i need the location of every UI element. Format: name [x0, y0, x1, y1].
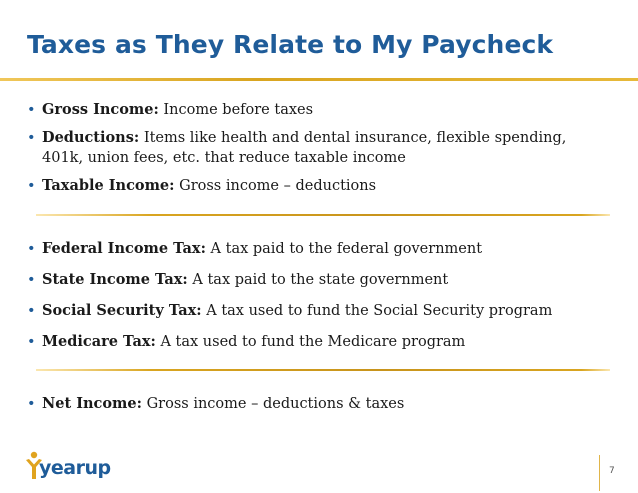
bullet-deductions [27, 128, 627, 168]
bullet-dot: • [27, 130, 36, 146]
term-label: State Income Tax: [42, 271, 188, 288]
term-description: A tax used to fund the Social Security program [201, 303, 553, 319]
bullet-federal-income-tax [27, 239, 627, 259]
bullet-dot: • [27, 334, 36, 350]
term-label: Taxable Income: [42, 177, 175, 194]
logo-wordmark: yearup [39, 457, 111, 479]
bullet-list-taxes [27, 239, 627, 363]
title-underline [0, 78, 638, 81]
term-label: Gross Income: [42, 101, 159, 118]
term-description: Income before taxes [158, 102, 314, 118]
term-description: Gross income – deductions & taxes [141, 396, 405, 412]
section-divider [36, 369, 610, 371]
bullet-dot: • [27, 178, 36, 194]
term-description: A tax paid to the federal government [205, 241, 483, 257]
term-label: Deductions: [42, 129, 140, 146]
term-description-continued: 401k, union fees, etc. that reduce taxable income [42, 150, 406, 166]
bullet-social-security-tax [27, 301, 627, 321]
page-number: 7 [609, 466, 615, 476]
bullet-dot: • [27, 272, 36, 288]
bullet-net-income [27, 394, 627, 414]
bullet-list-net [27, 394, 627, 414]
term-label: Net Income: [42, 395, 142, 412]
bullet-list-income [27, 100, 627, 204]
bullet-dot: • [27, 303, 36, 319]
bullet-dot: • [27, 396, 36, 412]
bullet-state-income-tax [27, 270, 627, 290]
footer-divider [599, 455, 600, 491]
section-divider [36, 214, 610, 216]
bullet-gross-income [27, 100, 627, 120]
yearup-logo [25, 451, 145, 481]
bullet-dot: • [27, 102, 36, 118]
bullet-taxable-income [27, 176, 627, 196]
bullet-medicare-tax [27, 332, 627, 352]
term-description: Items like health and dental insurance, flexible spending, [139, 130, 567, 146]
term-label: Federal Income Tax: [42, 240, 206, 257]
term-description: A tax paid to the state government [187, 272, 449, 288]
term-description: Gross income – deductions [174, 178, 377, 194]
term-label: Social Security Tax: [42, 302, 202, 319]
term-description: A tax used to fund the Medicare program [155, 334, 466, 350]
bullet-dot: • [27, 241, 36, 257]
term-label: Medicare Tax: [42, 333, 156, 350]
slide-title: Taxes as They Relate to My Paycheck [27, 30, 554, 59]
